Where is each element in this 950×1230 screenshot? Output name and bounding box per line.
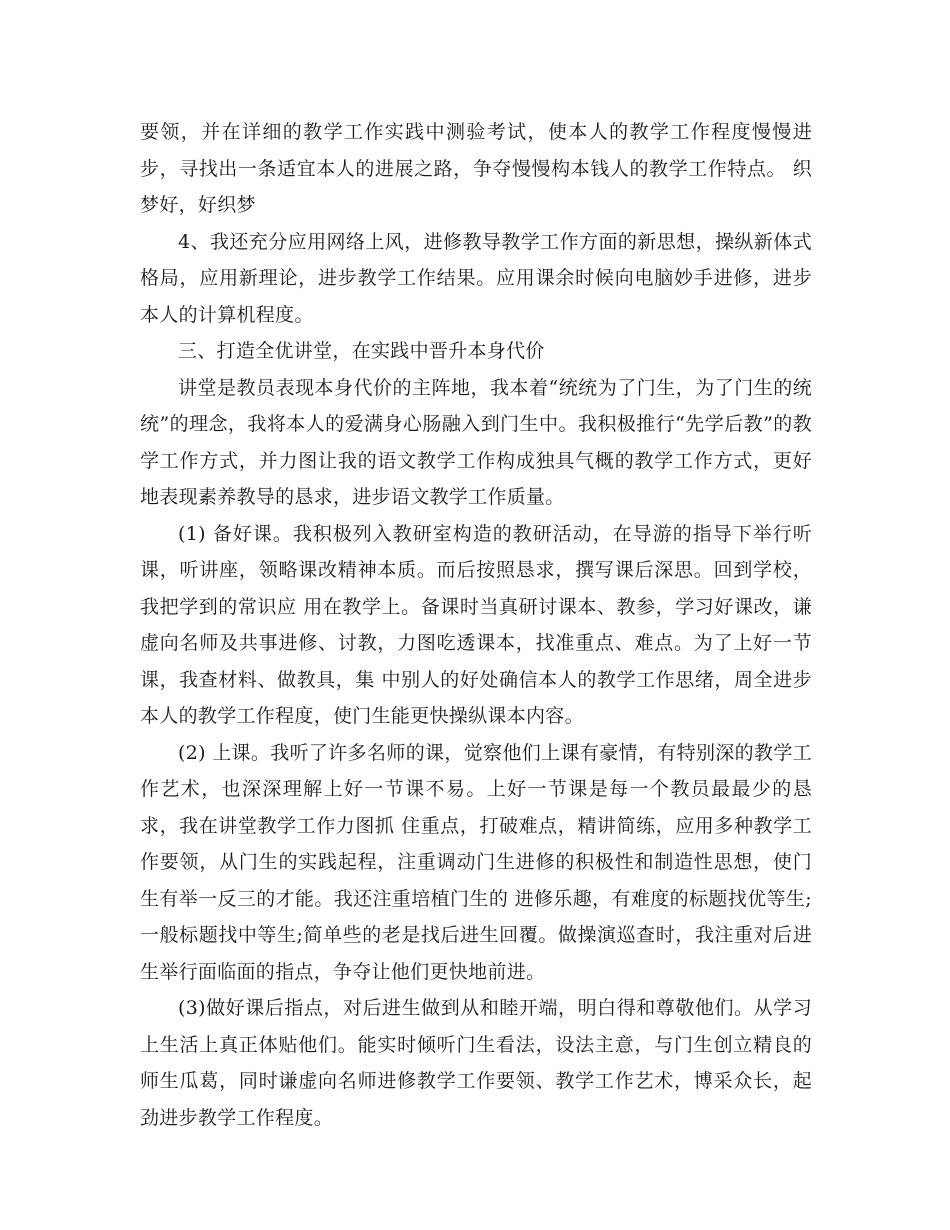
paragraph-2: 4、我还充分应用网络上风，进修教导教学工作方面的新思想，操纵新体式格局，应用新理论，进步教学工作结果。应用课余时候向电脑妙手进修，进步本人的计算机程度。 <box>140 230 812 326</box>
document-body <box>140 114 812 1136</box>
paragraph-7: (3)做好课后指点，对后进生做到从和睦开端，明白得和尊敬他们。从学习上生活上真正体贴他们。能实时倾听门生看法，设法主意，与门生创立精良的师生瓜葛，同时谦虚向名师进修教学工作要领、教学工作艺术，博采众长，起劲进步教学工作程度。 <box>140 997 812 1129</box>
section-heading: 三、打造全优讲堂，在实践中晋升本身代价 <box>178 340 545 362</box>
paragraph-4: 讲堂是教员表现本身代价的主阵地，我本着“统统为了门生，为了门生的统统”的理念，我将本人的爱满身心肠融入到门生中。我积极推行“先学后教”的教学工作方式，并力图让我的语文教学工作构成独具气概的教学工作方式，更好地表现素养教导的恳求，进步语文教学工作质量。 <box>140 376 812 508</box>
paragraph-1: 要领，并在详细的教学工作实践中测验考试，使本人的教学工作程度慢慢进步，寻找出一条适宜本人的进展之路，争夺慢慢构本钱人的教学工作特点。 织梦好，好织梦 <box>140 121 812 216</box>
paragraph-6: (2) 上课。我听了许多名师的课，觉察他们上课有豪情，有特别深的教学工作艺术，也深深理解上好一节课不易。上好一节课是每一个教员最最少的恳求，我在讲堂教学工作力图抓 住重点，打破难点，精讲简练，应用多种教学工作要领，从门生的实践起程，注重调动门生进修的积极性和制造性思想，使门生有举一反三的才能。我还注重培植门生的 进修乐趣，有难度的标题找优等生;一般标题找中等生;简单些的老是找后进生回覆。做操演巡查时，我注重对后进生举行面临面的指点，争夺让他们更快地前进。 <box>140 741 812 983</box>
paragraph-5: (1) 备好课。我积极列入教研室构造的教研活动，在导游的指导下举行听课，听讲座，领略课改精神本质。而后按照恳求，撰写课后深思。回到学校，我把学到的常识应 用在教学上。备课时当真研讨课本、教参，学习好课改，谦虚向名师及共事进修、讨教，力图吃透课本，找准重点、难点。为了上好一节课，我查材料、做教具，集 中别人的好处确信本人的教学工作思绪，周全进步本人的教学工作程度，使门生能更快操纵课本内容。 <box>140 522 812 727</box>
